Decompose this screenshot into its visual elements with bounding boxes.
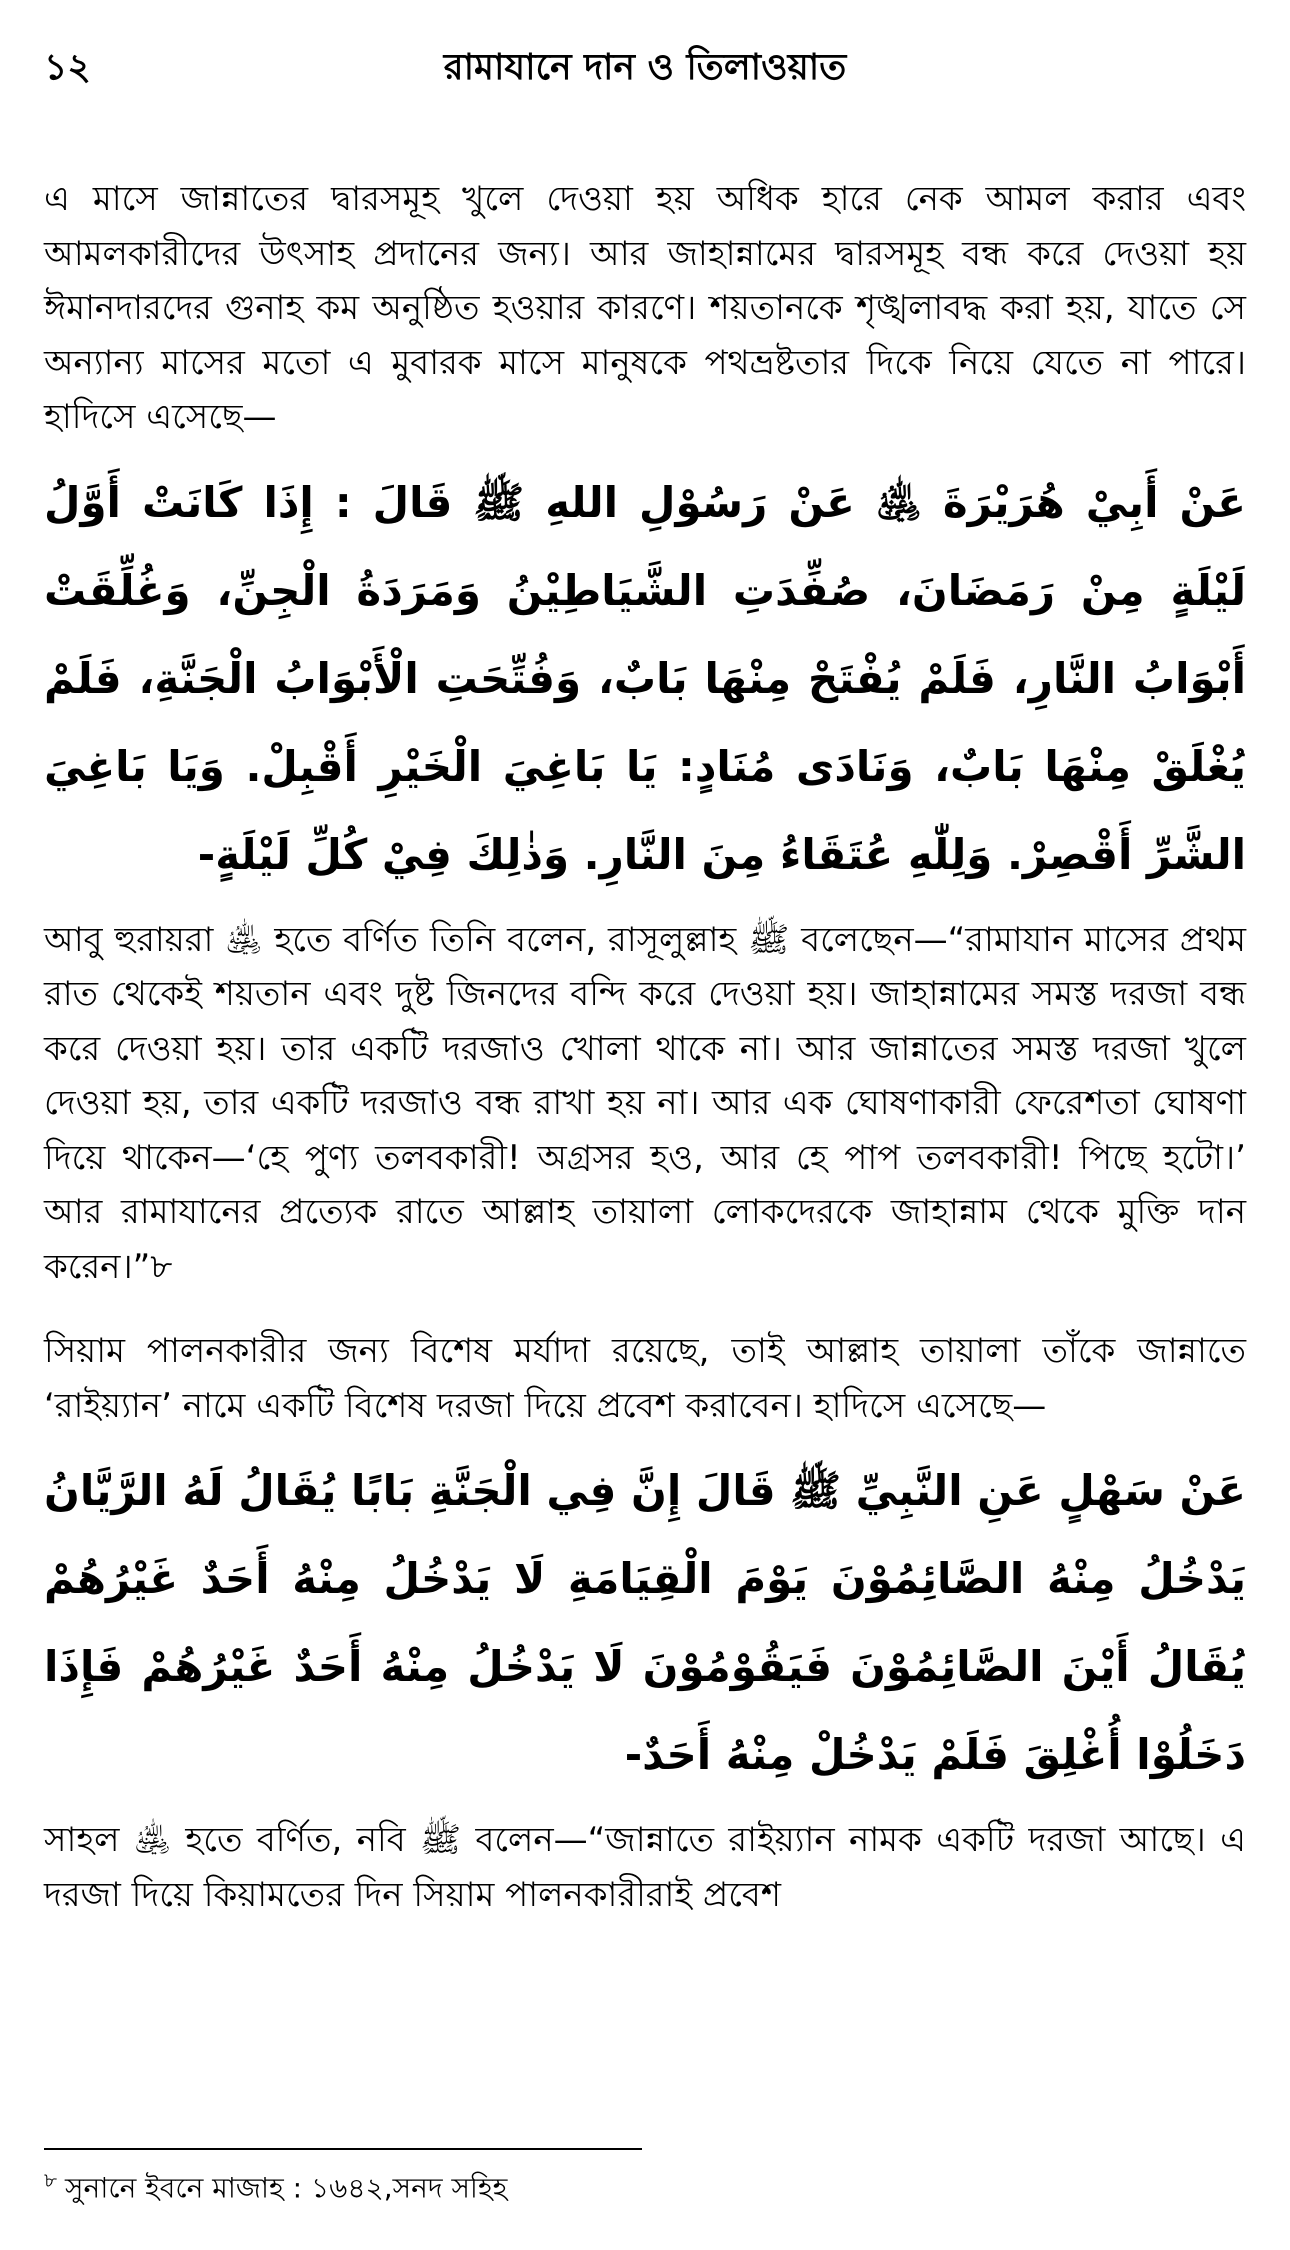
page-body bbox=[44, 172, 1246, 1922]
footnote-divider bbox=[44, 2148, 642, 2150]
arabic-hadith-abu-hurairah: عَنْ أَبِيْ هُرَيْرَةَ ﵁ عَنْ رَسُوْلِ اللهِ ﷺ قَالَ : إِذَا كَانَتْ أَوَّلُ لَيْلَةٍ مِنْ رَمَضَانَ، صُفِّدَتِ الشَّيَاطِيْنُ وَمَرَدَةُ الْجِنِّ، وَغُلِّقَتْ أَبْوَابُ النَّارِ، فَلَمْ يُفْتَحْ مِنْهَا بَابٌ، وَفُتِّحَتِ الْأَبْوَابُ الْجَنَّةِ، فَلَمْ يُغْلَقْ مِنْهَا بَابٌ، وَنَادَى مُنَادٍ: يَا بَاغِيَ الْخَيْرِ أَقْبِلْ. وَيَا بَاغِيَ الشَّرِّ أَقْصِرْ. وَلِلّٰهِ عُتَقَاءُ مِنَ النَّارِ. وَذٰلِكَ فِيْ كُلِّ لَيْلَةٍ- bbox=[44, 477, 1246, 879]
paragraph-rayyan-intro: সিয়াম পালনকারীর জন্য বিশেষ মর্যাদা রয়েছে, তাই আল্লাহ তায়ালা তাঁকে জান্নাতে ‘রাইয়্যান’ নামে একটি বিশেষ দরজা দিয়ে প্রবেশ করাবেন। হাদিসে এসেছে— bbox=[44, 1331, 1246, 1426]
paragraph-translation-sahl: সাহল ﵁ হতে বর্ণিত, নবি ﷺ বলেন—“জান্নাতে রাইয়্যান নামক একটি দরজা আছে। এ দরজা দিয়ে কিয়ামতের দিন সিয়াম পালনকারীরাই প্রবেশ bbox=[44, 1820, 1246, 1915]
paragraph-translation-abu-hurairah: আবু হুরায়রা ﵁ হতে বর্ণিত তিনি বলেন, রাসূলুল্লাহ ﷺ বলেছেন—“রামাযান মাসের প্রথম রাত থেকেই শয়তান এবং দুষ্ট জিনদের বন্দি করে দেওয়া হয়। জাহান্নামের সমস্ত দরজা বন্ধ করে দেওয়া হয়। তার একটি দরজাও খোলা থাকে না। আর জান্নাতের সমস্ত দরজা খুলে দেওয়া হয়, তার একটি দরজাও বন্ধ রাখা হয় না। আর এক ঘোষণাকারী ফেরেশতা ঘোষণা দিয়ে থাকেন—‘হে পুণ্য তলবকারী! অগ্রসর হও, আর হে পাপ তলবকারী! পিছে হটো।’ আর রামাযানের প্রত্যেক রাতে আল্লাহ তায়ালা লোকদেরকে জাহান্নাম থেকে মুক্তি দান করেন।”৮ bbox=[44, 919, 1246, 1287]
footnote bbox=[44, 2166, 507, 2213]
arabic-hadith-sahl: عَنْ سَهْلٍ عَنِ النَّبِيِّ ﷺ قَالَ إِنَّ فِي الْجَنَّةِ بَابًا يُقَالُ لَهُ الرَّيَّانُ يَدْخُلُ مِنْهُ الصَّائِمُوْنَ يَوْمَ الْقِيَامَةِ لَا يَدْخُلُ مِنْهُ أَحَدٌ غَيْرُهُمْ يُقَالُ أَيْنَ الصَّائِمُوْنَ فَيَقُوْمُوْنَ لَا يَدْخُلُ مِنْهُ أَحَدٌ غَيْرُهُمْ فَإِذَا دَخَلُوْا أُغْلِقَ فَلَمْ يَدْخُلْ مِنْهُ أَحَدٌ- bbox=[44, 1466, 1246, 1779]
page-number: ১২ bbox=[44, 47, 91, 88]
paragraph-intro: এ মাসে জান্নাতের দ্বারসমূহ খুলে দেওয়া হয় অধিক হারে নেক আমল করার এবং আমলকারীদের উৎসাহ প্রদানের জন্য। আর জাহান্নামের দ্বারসমূহ বন্ধ করে দেওয়া হয় ঈমানদারদের গুনাহ কম অনুষ্ঠিত হওয়ার কারণে। শয়তানকে শৃঙ্খলাবদ্ধ করা হয়, যাতে সে অন্যান্য মাসের মতো এ মুবারক মাসে মানুষকে পথভ্রষ্টতার দিকে নিয়ে যেতে না পারে। হাদিসে এসেছে— bbox=[44, 179, 1246, 437]
running-title: রামাযানে দান ও তিলাওয়াত bbox=[443, 47, 847, 88]
page-header bbox=[44, 40, 1246, 100]
footnote-marker: ৮ bbox=[44, 2168, 57, 2192]
footnote-text: সুনানে ইবনে মাজাহ : ১৬৪২,সনদ সহিহ bbox=[64, 2171, 508, 2205]
